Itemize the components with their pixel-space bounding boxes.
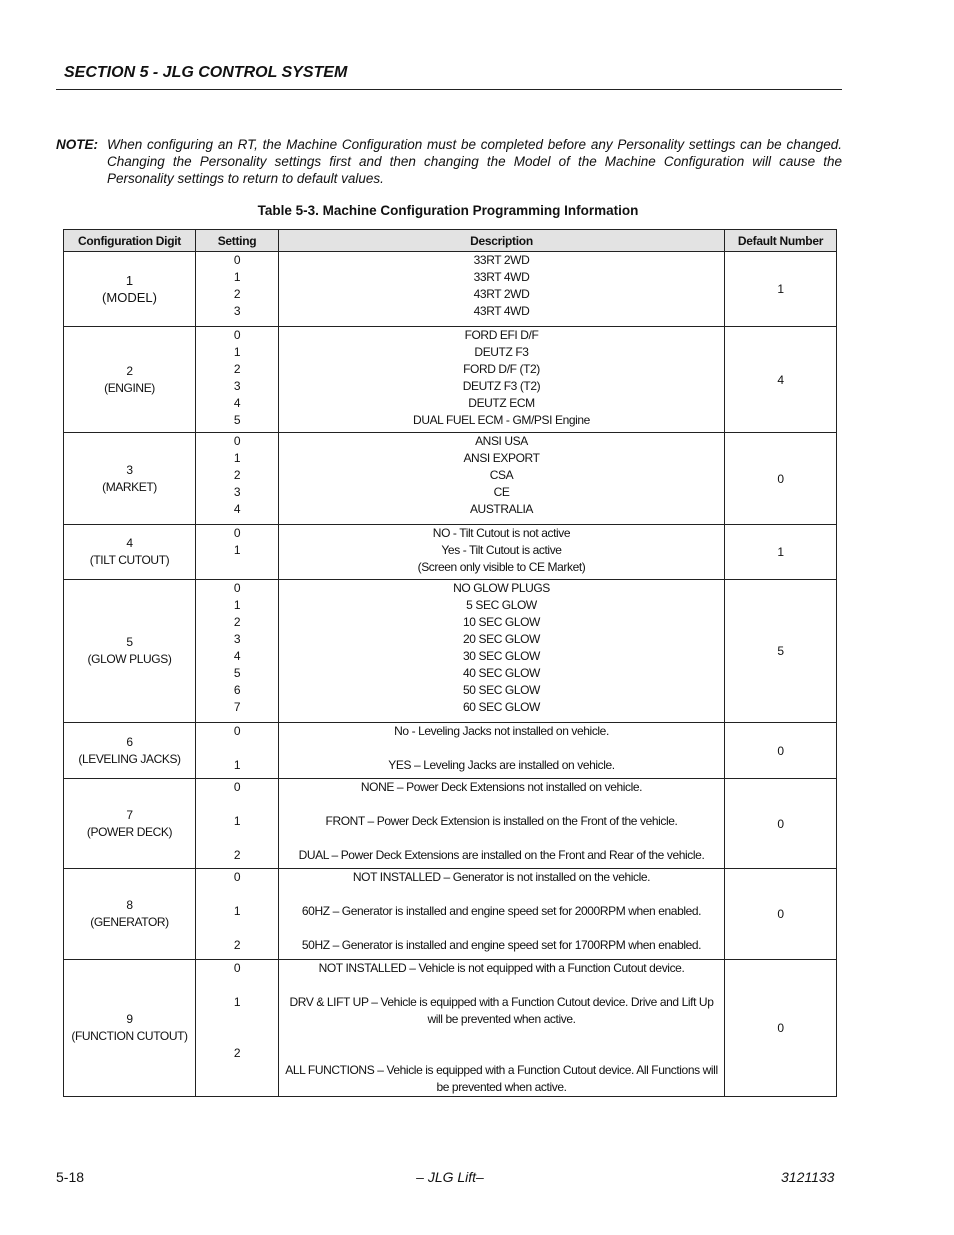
description-cell — [279, 869, 725, 960]
digit-number: 1 — [125, 273, 134, 288]
digit-number: 6 — [126, 734, 133, 749]
setting-value: 3 — [233, 632, 241, 646]
line-spacer — [279, 796, 724, 813]
setting-value: 3 — [233, 304, 241, 318]
setting-cell — [196, 960, 279, 1097]
description-line: YES – Leveling Jacks are installed on vehicle. — [388, 758, 615, 772]
description-line: 5 SEC GLOW — [466, 598, 537, 612]
description-cell — [279, 327, 725, 433]
default-number-cell: 0 — [725, 960, 837, 1097]
description-line: NONE – Power Deck Extensions not installed on vehicle. — [360, 780, 643, 794]
line-spacer — [196, 740, 278, 757]
default-number-cell: 4 — [725, 327, 837, 433]
section-title: SECTION 5 - JLG CONTROL SYSTEM — [64, 64, 348, 81]
description-line: 60 SEC GLOW — [463, 700, 540, 714]
table-header-row — [64, 230, 837, 252]
document-number: 3121133 — [781, 1169, 835, 1185]
header-configuration-digit: Configuration Digit — [64, 230, 196, 252]
setting-value: 0 — [233, 780, 241, 794]
description-line: DEUTZ F3 (T2) — [462, 379, 541, 393]
description-line: AUSTRALIA — [469, 502, 534, 516]
setting-cell — [196, 869, 279, 960]
setting-value: 1 — [233, 345, 241, 359]
note-label: NOTE: — [56, 137, 98, 152]
digit-number: 9 — [126, 1012, 133, 1026]
setting-value: 0 — [233, 961, 241, 975]
setting-value: 1 — [233, 598, 241, 612]
setting-value: 1 — [233, 904, 241, 918]
configuration-digit-cell — [64, 327, 196, 433]
line-spacer — [279, 886, 724, 903]
configuration-digit-cell — [64, 779, 196, 869]
default-number-cell: 1 — [725, 525, 837, 580]
setting-cell — [196, 433, 279, 525]
description-cell — [279, 525, 725, 580]
digit-number: 8 — [126, 898, 133, 912]
description-cell — [279, 723, 725, 779]
description-line: DUAL – Power Deck Extensions are installed on the Front and Rear of the vehicle. — [298, 848, 705, 862]
setting-value: 3 — [233, 379, 241, 393]
setting-value: 1 — [233, 451, 241, 465]
description-line: FRONT – Power Deck Extension is installed on the Front of the vehicle. — [325, 814, 678, 828]
line-spacer — [196, 1011, 278, 1028]
configuration-digit-cell — [64, 960, 196, 1097]
setting-value: 7 — [233, 700, 241, 714]
digit-name: (FUNCTION CUTOUT) — [71, 1029, 188, 1043]
line-spacer — [279, 1028, 724, 1045]
header-default-number: Default Number — [725, 230, 837, 252]
digit-number: 4 — [126, 536, 133, 550]
setting-cell — [196, 327, 279, 433]
configuration-digit-cell — [64, 433, 196, 525]
table-row — [64, 723, 837, 779]
setting-value: 0 — [233, 253, 241, 267]
setting-cell — [196, 779, 279, 869]
digit-name: (GLOW PLUGS) — [87, 652, 172, 666]
digit-number: 7 — [126, 807, 133, 822]
line-spacer — [196, 920, 278, 937]
description-line: NOT INSTALLED – Vehicle is not equipped with a Function Cutout device. — [318, 961, 685, 975]
digit-number: 2 — [126, 363, 133, 378]
digit-name: (GENERATOR) — [90, 915, 169, 929]
description-cell — [279, 580, 725, 723]
table-row — [64, 869, 837, 960]
configuration-digit-cell — [64, 869, 196, 960]
description-line: DEUTZ ECM — [468, 396, 535, 410]
description-line: ALL FUNCTIONS – Vehicle is equipped with a Function Cutout device. All Functions will be prevented when active. — [285, 1063, 718, 1094]
setting-value: 3 — [233, 485, 241, 499]
footer-brand: – JLG Lift– — [416, 1169, 484, 1185]
description-line: CSA — [489, 468, 514, 482]
header-description: Description — [279, 230, 725, 252]
description-line: 50HZ – Generator is installed and engine speed set for 1700RPM when enabled. — [301, 938, 702, 952]
setting-value: 1 — [233, 543, 241, 557]
setting-value: 2 — [233, 938, 241, 952]
description-line: DEUTZ F3 — [474, 345, 529, 359]
description-line: FORD EFI D/F — [464, 328, 539, 342]
digit-name: (MODEL) — [102, 290, 157, 305]
setting-value: 0 — [233, 581, 241, 595]
default-number-cell: 0 — [725, 869, 837, 960]
description-line: DRV & LIFT UP – Vehicle is equipped with a Function Cutout device. Drive and Lift Up will be prevented when active. — [289, 995, 714, 1026]
description-line: NO - Tilt Cutout is not active — [432, 526, 571, 540]
description-line: No - Leveling Jacks not installed on vehicle. — [394, 724, 609, 738]
line-spacer — [196, 830, 278, 847]
description-line: 30 SEC GLOW — [463, 649, 540, 663]
default-number-cell: 5 — [725, 580, 837, 723]
digit-name: (TILT CUTOUT) — [89, 553, 170, 567]
table-row — [64, 433, 837, 525]
description-line: DUAL FUEL ECM - GM/PSI Engine — [413, 413, 590, 427]
digit-number: 3 — [126, 462, 133, 477]
description-line: 60HZ – Generator is installed and engine speed set for 2000RPM when enabled. — [301, 904, 702, 918]
table-row — [64, 779, 837, 869]
default-number-cell: 1 — [725, 252, 837, 327]
configuration-digit-cell — [64, 525, 196, 580]
setting-cell — [196, 252, 279, 327]
setting-value: 0 — [233, 724, 241, 738]
setting-value: 6 — [233, 683, 241, 697]
setting-value: 2 — [233, 468, 241, 482]
setting-value: 2 — [233, 362, 241, 376]
description-cell — [279, 433, 725, 525]
setting-value: 1 — [233, 270, 241, 284]
setting-value: 2 — [233, 1046, 241, 1060]
digit-name: (POWER DECK) — [86, 824, 173, 839]
description-line: 10 SEC GLOW — [463, 615, 540, 629]
default-number-cell: 0 — [725, 433, 837, 525]
table-caption: Table 5-3. Machine Configuration Programming Information — [257, 203, 639, 218]
line-spacer — [279, 920, 724, 937]
description-line: ANSI USA — [475, 434, 528, 448]
setting-value: 4 — [233, 502, 241, 516]
setting-value: 4 — [233, 396, 241, 410]
description-line: NO GLOW PLUGS — [453, 581, 550, 595]
setting-value: 1 — [233, 814, 241, 828]
description-line: NOT INSTALLED – Generator is not installed on the vehicle. — [352, 870, 651, 884]
description-line: ANSI EXPORT — [463, 451, 540, 465]
setting-value: 2 — [233, 287, 241, 301]
table-body — [64, 252, 837, 1097]
configuration-digit-cell — [64, 580, 196, 723]
digit-number: 5 — [126, 635, 133, 649]
description-line: CE — [493, 485, 510, 499]
header-setting: Setting — [196, 230, 279, 252]
setting-value: 0 — [233, 434, 241, 448]
description-cell — [279, 779, 725, 869]
setting-value: 5 — [233, 666, 241, 680]
note-text: When configuring an RT, the Machine Configuration must be completed before any Personality settings can be changed. Changing the Personality settings first and then changing the Model of the Machine Configuration will cause the Personality settings to return to default values. — [107, 137, 842, 186]
description-cell — [279, 960, 725, 1097]
line-spacer — [279, 830, 724, 847]
setting-value: 4 — [233, 649, 241, 663]
setting-value: 0 — [233, 328, 241, 342]
description-line: 43RT 4WD — [473, 304, 530, 318]
table-row — [64, 580, 837, 723]
line-spacer — [196, 977, 278, 994]
line-spacer — [196, 886, 278, 903]
description-line: 43RT 2WD — [473, 287, 530, 301]
setting-value: 0 — [233, 870, 241, 884]
header-divider — [56, 89, 842, 90]
description-line: 33RT 4WD — [473, 270, 530, 284]
description-cell — [279, 252, 725, 327]
table-row — [64, 252, 837, 327]
default-number-cell: 0 — [725, 723, 837, 779]
description-line: 40 SEC GLOW — [463, 666, 540, 680]
setting-value: 5 — [233, 413, 241, 427]
line-spacer — [279, 977, 724, 994]
setting-value: 2 — [233, 848, 241, 862]
description-line: 33RT 2WD — [473, 253, 530, 267]
table-row — [64, 327, 837, 433]
setting-value: 1 — [233, 995, 241, 1009]
line-spacer — [196, 1028, 278, 1045]
digit-name: (LEVELING JACKS) — [78, 751, 181, 766]
setting-value: 2 — [233, 615, 241, 629]
setting-cell — [196, 580, 279, 723]
line-spacer — [279, 1045, 724, 1062]
configuration-table — [63, 229, 837, 1097]
description-line: (Screen only visible to CE Market) — [417, 560, 586, 574]
line-spacer — [279, 740, 724, 757]
configuration-digit-cell — [64, 252, 196, 327]
digit-name: (MARKET) — [102, 479, 157, 494]
description-line: Yes - Tilt Cutout is active — [441, 543, 562, 557]
page-number: 5-18 — [56, 1169, 85, 1185]
description-line: 50 SEC GLOW — [463, 683, 540, 697]
description-line: FORD D/F (T2) — [463, 362, 540, 376]
digit-name: (ENGINE) — [104, 380, 155, 395]
line-spacer — [196, 796, 278, 813]
table-row — [64, 960, 837, 1097]
setting-cell — [196, 723, 279, 779]
setting-value: 0 — [233, 526, 241, 540]
setting-value: 1 — [233, 758, 241, 772]
table-row — [64, 525, 837, 580]
description-line: 20 SEC GLOW — [463, 632, 540, 646]
setting-cell — [196, 525, 279, 580]
note-block — [56, 136, 842, 187]
default-number-cell: 0 — [725, 779, 837, 869]
configuration-digit-cell — [64, 723, 196, 779]
